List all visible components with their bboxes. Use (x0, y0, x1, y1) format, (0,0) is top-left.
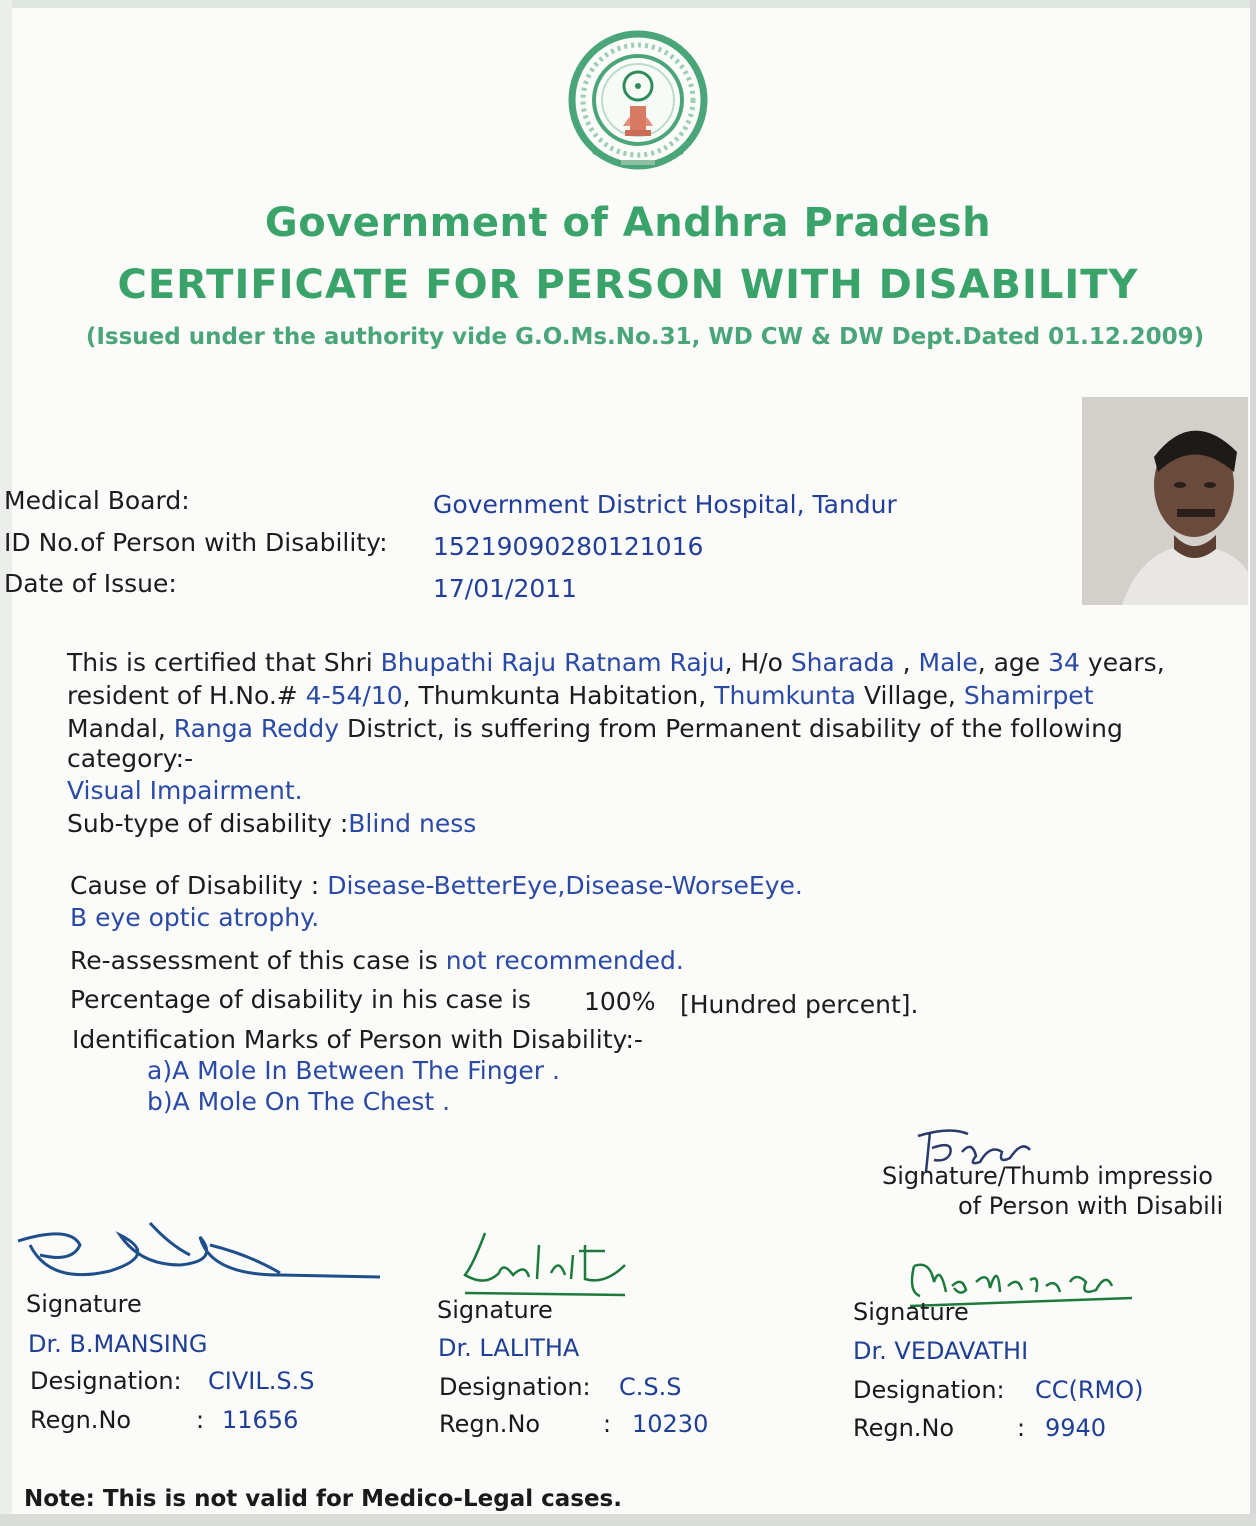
footer-note: Note: This is not valid for Medico-Legal cases. (24, 1486, 622, 1512)
percentage-words: [Hundred percent]. (680, 990, 919, 1019)
certification-line-2: resident of H.No.# 4-54/10, Thumkunta Habitation, Thumkunta Village, Shamirpet (67, 681, 1094, 710)
id-value: 15219090280121016 (433, 532, 704, 561)
person-signature-label: Signature/Thumb impressio (882, 1162, 1213, 1190)
doctor-1-regn-separator: : (196, 1406, 205, 1434)
doctor-3-regn: 9940 (1045, 1414, 1107, 1442)
disability-category: Visual Impairment. (67, 776, 303, 805)
doctor-2-regn-separator: : (603, 1410, 612, 1438)
date-value: 17/01/2011 (433, 574, 578, 603)
doctor-2-name: Dr. LALITHA (438, 1334, 580, 1362)
identification-marks-label: Identification Marks of Person with Disability:- (72, 1025, 643, 1054)
doctor-1-designation-label: Designation: (30, 1367, 182, 1395)
reassessment-value: not recommended. (445, 946, 684, 975)
person-signature-sublabel: of Person with Disabili (958, 1192, 1224, 1220)
house-number: 4-54/10 (305, 681, 403, 710)
certificate-title: CERTIFICATE FOR PERSON WITH DISABILITY (117, 262, 1139, 308)
doctor-3-regn-label: Regn.No (853, 1414, 955, 1442)
village: Thumkunta (714, 681, 857, 710)
medical-board-label: Medical Board: (4, 486, 190, 515)
doctor-1-signature-mark (10, 1215, 390, 1295)
doctor-1-signature-label: Signature (26, 1290, 142, 1318)
person-photo (1082, 397, 1248, 605)
doctor-2-designation: C.S.S (619, 1373, 682, 1401)
issued-under-note: (Issued under the authority vide G.O.Ms.No.31, WD CW & DW Dept.Dated 01.12.2009) (85, 324, 1205, 350)
doctor-2-regn-label: Regn.No (439, 1410, 541, 1438)
doctor-1-designation: CIVIL.S.S (208, 1367, 315, 1395)
percentage-value: 100% (584, 987, 656, 1016)
medical-board-value: Government District Hospital, Tandur (433, 490, 897, 519)
doctor-3-name: Dr. VEDAVATHI (853, 1337, 1029, 1365)
doctor-3-signature-label: Signature (853, 1298, 969, 1326)
certification-line-3: Mandal, Ranga Reddy District, is suffering from Permanent disability of the following (67, 714, 1123, 743)
identification-mark-b: b)A Mole On The Chest . (147, 1087, 451, 1116)
doctor-1-name: Dr. B.MANSING (28, 1330, 208, 1358)
identification-mark-a: a)A Mole In Between The Finger . (147, 1056, 560, 1085)
age: 34 (1048, 648, 1080, 677)
person-name: Bhupathi Raju Ratnam Raju (380, 648, 725, 677)
scan-edge-bottom (0, 1514, 1256, 1526)
doctor-2-designation-label: Designation: (439, 1373, 591, 1401)
doctor-3-designation-label: Designation: (853, 1376, 1005, 1404)
reassessment-line: Re-assessment of this case is not recommended. (70, 946, 684, 975)
percentage-label: Percentage of disability in his case is (70, 985, 531, 1014)
doctor-1-regn-label: Regn.No (30, 1406, 132, 1434)
district: Ranga Reddy (173, 714, 340, 743)
category-label: category:- (67, 744, 194, 773)
doctor-2-regn: 10230 (632, 1410, 709, 1438)
relation-name: Sharada (790, 648, 903, 677)
id-label: ID No.of Person with Disability: (4, 528, 388, 557)
scan-edge-top (0, 0, 1256, 8)
mandal: Shamirpet (963, 681, 1094, 710)
andhra-pradesh-emblem-icon (563, 30, 713, 190)
cause-value: Disease-BetterEye,Disease-WorseEye. (327, 871, 803, 900)
subtype-value: Blind ness (348, 809, 477, 838)
certification-line-1: This is certified that Shri Bhupathi Raju Ratnam Raju, H/o Sharada , Male, age 34 years, (67, 648, 1165, 677)
doctor-3-designation: CC(RMO) (1035, 1376, 1144, 1404)
doctor-2-signature-mark (455, 1225, 635, 1305)
gender: Male (918, 648, 978, 677)
subtype-line: Sub-type of disability :Blind ness (67, 809, 477, 838)
doctor-2-signature-label: Signature (437, 1296, 553, 1324)
cause-detail: B eye optic atrophy. (70, 903, 320, 932)
government-title: Government of Andhra Pradesh (264, 200, 992, 246)
doctor-3-regn-separator: : (1017, 1414, 1026, 1442)
cause-line: Cause of Disability : Disease-BetterEye,Disease-WorseEye. (70, 871, 803, 900)
date-label: Date of Issue: (4, 569, 177, 598)
doctor-1-regn: 11656 (222, 1406, 299, 1434)
